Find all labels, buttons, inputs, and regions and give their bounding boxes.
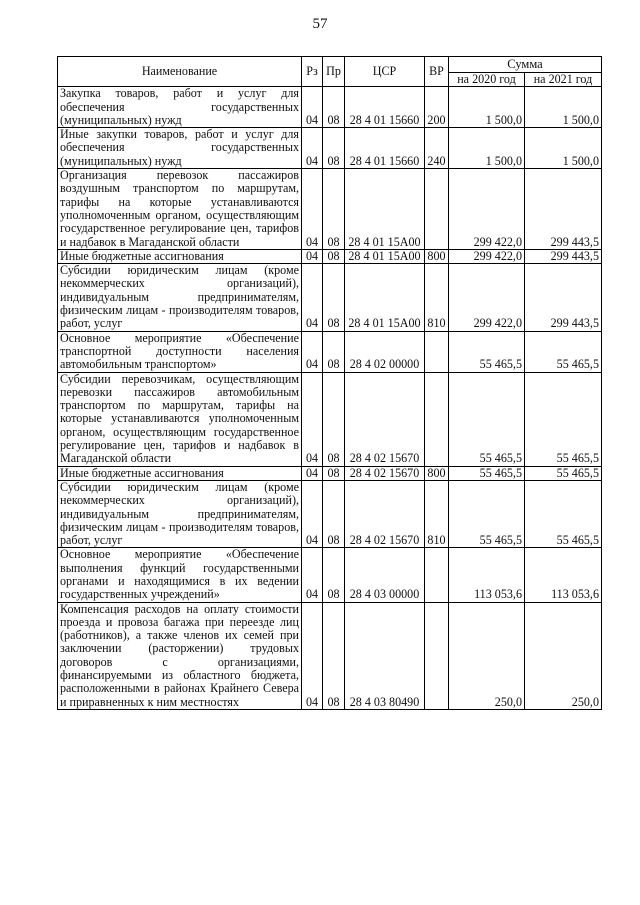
table-row — [58, 264, 602, 331]
table-row — [58, 480, 602, 547]
budget-table — [57, 56, 602, 710]
table-row — [58, 602, 602, 709]
row-sum-2020: 299 422,0 — [449, 249, 525, 263]
row-vr — [425, 602, 449, 709]
row-pr: 08 — [323, 548, 345, 602]
row-pr: 08 — [323, 602, 345, 709]
row-pr: 08 — [323, 128, 345, 169]
row-sum-2021: 299 443,5 — [525, 264, 602, 331]
row-vr — [425, 331, 449, 372]
row-sum-2020: 55 465,5 — [449, 480, 525, 547]
row-rz: 04 — [302, 249, 323, 263]
row-pr: 08 — [323, 466, 345, 480]
row-sum-2020: 55 465,5 — [449, 372, 525, 466]
row-csr: 28 4 02 15670 — [345, 480, 425, 547]
row-csr: 28 4 02 15670 — [345, 466, 425, 480]
table-row — [58, 169, 602, 250]
row-vr — [425, 169, 449, 250]
row-name: Компенсация расходов на оплату стоимости проезда и провоза багажа при переезде лиц (работников), а также членов их семей при заключении (расторжении) трудовых договоров с организациями, финансируемыми из областного бюджета, расположенными в районах Крайнего Севера и приравненных к ним местностях — [58, 602, 302, 709]
row-name: Основное мероприятие «Обеспечение выполнения функций государственными органами и находящимися в их ведении государственных учреждений» — [58, 548, 302, 602]
row-vr: 800 — [425, 466, 449, 480]
table-body — [58, 87, 602, 710]
row-vr: 800 — [425, 249, 449, 263]
row-csr: 28 4 03 80490 — [345, 602, 425, 709]
header-year-2021: на 2021 год — [525, 73, 602, 87]
table-row — [58, 128, 602, 169]
header-pr: Пр — [323, 57, 345, 87]
row-sum-2021: 55 465,5 — [525, 480, 602, 547]
row-name: Закупка товаров, работ и услуг для обеспечения государственных (муниципальных) нужд — [58, 87, 302, 128]
row-pr: 08 — [323, 480, 345, 547]
table-row — [58, 372, 602, 466]
row-vr — [425, 372, 449, 466]
row-pr: 08 — [323, 87, 345, 128]
row-csr: 28 4 02 00000 — [345, 331, 425, 372]
row-pr: 08 — [323, 249, 345, 263]
row-csr: 28 4 01 15А00 — [345, 169, 425, 250]
row-vr: 200 — [425, 87, 449, 128]
row-pr: 08 — [323, 372, 345, 466]
row-pr: 08 — [323, 169, 345, 250]
row-name: Иные закупки товаров, работ и услуг для обеспечения государственных (муниципальных) нужд — [58, 128, 302, 169]
row-rz: 04 — [302, 331, 323, 372]
row-name: Субсидии юридическим лицам (кроме некоммерческих организаций), индивидуальным предпринимателям, физическим лицам - производителям товаров, работ, услуг — [58, 480, 302, 547]
row-name: Иные бюджетные ассигнования — [58, 466, 302, 480]
row-rz: 04 — [302, 372, 323, 466]
row-sum-2021: 55 465,5 — [525, 331, 602, 372]
row-sum-2020: 299 422,0 — [449, 169, 525, 250]
table-row — [58, 331, 602, 372]
table-row — [58, 466, 602, 480]
row-name: Организация перевозок пассажиров воздушным транспортом по маршрутам, тарифы на которые устанавливаются уполномоченным органом, осуществляющим государственное регулирование цен, тарифов и надбавок в Магаданской области — [58, 169, 302, 250]
row-vr — [425, 548, 449, 602]
row-sum-2021: 299 443,5 — [525, 169, 602, 250]
row-sum-2020: 55 465,5 — [449, 466, 525, 480]
row-name: Субсидии юридическим лицам (кроме некоммерческих организаций), индивидуальным предпринимателям, физическим лицам - производителям товаров, работ, услуг — [58, 264, 302, 331]
row-sum-2020: 1 500,0 — [449, 128, 525, 169]
header-rz: Рз — [302, 57, 323, 87]
row-sum-2020: 55 465,5 — [449, 331, 525, 372]
row-sum-2021: 250,0 — [525, 602, 602, 709]
page-number: 57 — [312, 16, 328, 32]
row-csr: 28 4 03 00000 — [345, 548, 425, 602]
row-name: Субсидии перевозчикам, осуществляющим перевозки пассажиров автомобильным транспортом по маршрутам, тарифы на которые устанавливаются уполномоченным органом, осуществляющим государственное регулирование цен, тарифов и надбавок в Магаданской области — [58, 372, 302, 466]
row-rz: 04 — [302, 548, 323, 602]
row-rz: 04 — [302, 87, 323, 128]
row-sum-2020: 1 500,0 — [449, 87, 525, 128]
row-name: Иные бюджетные ассигнования — [58, 249, 302, 263]
table-row — [58, 87, 602, 128]
row-vr: 810 — [425, 480, 449, 547]
row-csr: 28 4 01 15660 — [345, 87, 425, 128]
row-sum-2021: 113 053,6 — [525, 548, 602, 602]
row-sum-2021: 1 500,0 — [525, 128, 602, 169]
row-csr: 28 4 01 15660 — [345, 128, 425, 169]
row-csr: 28 4 02 15670 — [345, 372, 425, 466]
header-vr: ВР — [425, 57, 449, 87]
header-csr: ЦСР — [345, 57, 425, 87]
row-rz: 04 — [302, 264, 323, 331]
row-rz: 04 — [302, 169, 323, 250]
table-header — [58, 57, 602, 87]
header-year-2020: на 2020 год — [449, 73, 525, 87]
row-sum-2020: 250,0 — [449, 602, 525, 709]
row-name: Основное мероприятие «Обеспечение транспортной доступности населения автомобильным транспортом» — [58, 331, 302, 372]
row-vr: 810 — [425, 264, 449, 331]
table-row — [58, 249, 602, 263]
row-sum-2020: 299 422,0 — [449, 264, 525, 331]
row-sum-2021: 55 465,5 — [525, 466, 602, 480]
row-sum-2021: 1 500,0 — [525, 87, 602, 128]
row-rz: 04 — [302, 128, 323, 169]
row-rz: 04 — [302, 466, 323, 480]
row-rz: 04 — [302, 480, 323, 547]
row-csr: 28 4 01 15А00 — [345, 264, 425, 331]
row-pr: 08 — [323, 331, 345, 372]
row-rz: 04 — [302, 602, 323, 709]
row-sum-2021: 299 443,5 — [525, 249, 602, 263]
header-name: Наименование — [58, 57, 302, 87]
row-pr: 08 — [323, 264, 345, 331]
header-sum: Сумма — [449, 57, 602, 73]
row-sum-2021: 55 465,5 — [525, 372, 602, 466]
table-row — [58, 548, 602, 602]
row-vr: 240 — [425, 128, 449, 169]
row-sum-2020: 113 053,6 — [449, 548, 525, 602]
row-csr: 28 4 01 15А00 — [345, 249, 425, 263]
